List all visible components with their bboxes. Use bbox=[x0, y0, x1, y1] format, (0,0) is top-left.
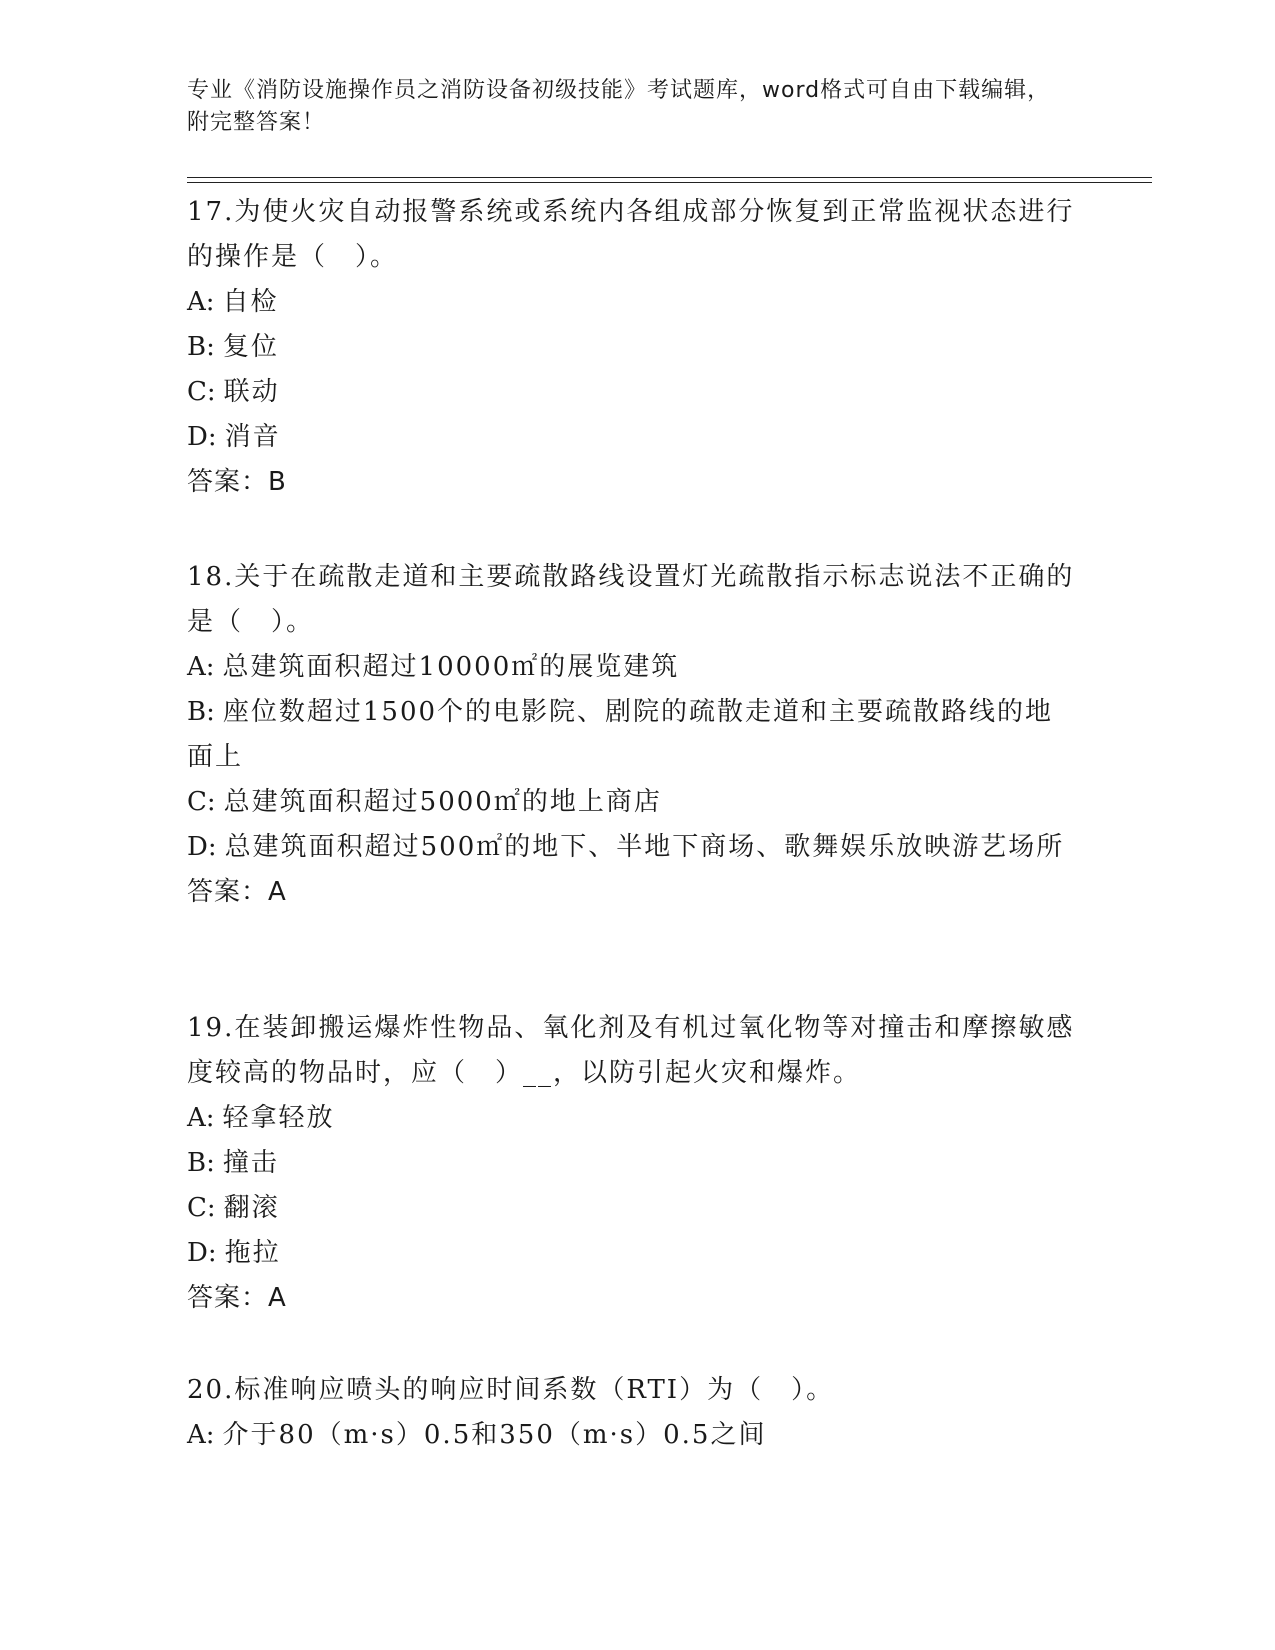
option-text: 介于80（m·s）0.5和350（m·s）0.5之间 bbox=[222, 1420, 767, 1450]
option-text: 座位数超过1500个的电影院、剧院的疏散走道和主要疏散路线的地面上 bbox=[187, 697, 1054, 772]
option-c bbox=[187, 370, 1077, 415]
answer: 答案：A bbox=[187, 877, 287, 907]
option-d bbox=[187, 1231, 1077, 1276]
question-stem: 19.在装卸搬运爆炸性物品、氧化剂及有机过氧化物等对撞击和摩擦敏感度较高的物品时，应（ ）__，以防引起火灾和爆炸。 bbox=[187, 1013, 1075, 1088]
option-text: 撞击 bbox=[222, 1148, 279, 1178]
option-text: 总建筑面积超过5000㎡的地上商店 bbox=[223, 787, 662, 817]
option-a bbox=[187, 280, 1077, 325]
option-key: B: bbox=[187, 332, 215, 362]
option-b bbox=[187, 690, 1077, 780]
option-text: 联动 bbox=[223, 377, 280, 407]
option-key: A: bbox=[187, 1420, 215, 1450]
question-19 bbox=[187, 1006, 1077, 1321]
option-text: 复位 bbox=[222, 332, 279, 362]
option-key: A: bbox=[187, 287, 215, 317]
question-20 bbox=[187, 1368, 1077, 1458]
option-key: A: bbox=[187, 652, 215, 682]
option-text: 翻滚 bbox=[223, 1193, 280, 1223]
option-text: 消音 bbox=[224, 422, 281, 452]
answer: 答案：B bbox=[187, 467, 287, 497]
option-a bbox=[187, 1096, 1077, 1141]
option-b bbox=[187, 1141, 1077, 1186]
option-key: C: bbox=[187, 787, 216, 817]
option-key: D: bbox=[187, 422, 217, 452]
option-a bbox=[187, 645, 1077, 690]
question-stem: 18.关于在疏散走道和主要疏散路线设置灯光疏散指示标志说法不正确的是（ ）。 bbox=[187, 562, 1075, 637]
option-c bbox=[187, 780, 1077, 825]
option-key: A: bbox=[187, 1103, 215, 1133]
option-key: B: bbox=[187, 1148, 215, 1178]
option-key: C: bbox=[187, 1193, 216, 1223]
option-text: 轻拿轻放 bbox=[222, 1103, 335, 1133]
option-b bbox=[187, 325, 1077, 370]
option-c bbox=[187, 1186, 1077, 1231]
option-text: 拖拉 bbox=[224, 1238, 281, 1268]
header-divider-top bbox=[187, 177, 1152, 178]
answer: 答案：A bbox=[187, 1283, 287, 1313]
option-a bbox=[187, 1413, 1077, 1458]
question-17 bbox=[187, 190, 1077, 505]
option-d bbox=[187, 825, 1077, 870]
question-stem: 20.标准响应喷头的响应时间系数（RTI）为（ ）。 bbox=[187, 1375, 835, 1405]
option-text: 自检 bbox=[222, 287, 279, 317]
option-key: B: bbox=[187, 697, 215, 727]
option-key: D: bbox=[187, 832, 217, 862]
option-key: C: bbox=[187, 377, 216, 407]
question-stem: 17.为使火灾自动报警系统或系统内各组成部分恢复到正常监视状态进行的操作是（ ）。 bbox=[187, 197, 1075, 272]
document-header: 专业《消防设施操作员之消防设备初级技能》考试题库，word格式可自由下载编辑，附完整答案！ bbox=[187, 78, 1051, 135]
question-18 bbox=[187, 555, 1077, 915]
option-text: 总建筑面积超过10000㎡的展览建筑 bbox=[222, 652, 680, 682]
option-key: D: bbox=[187, 1238, 217, 1268]
option-text: 总建筑面积超过500㎡的地下、半地下商场、歌舞娱乐放映游艺场所 bbox=[224, 832, 1065, 862]
option-d bbox=[187, 415, 1077, 460]
header-divider-bottom bbox=[187, 182, 1152, 183]
